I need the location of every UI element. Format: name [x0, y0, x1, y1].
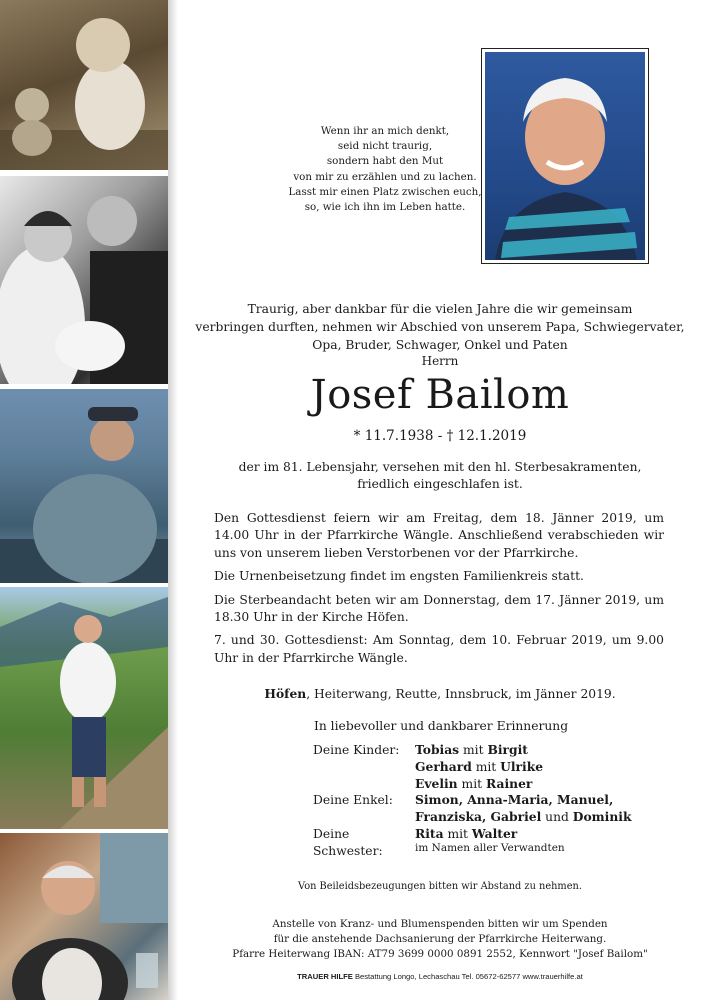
announcement-urn-burial: Die Urnenbeisetzung findet im engsten Familienkreis statt. [214, 569, 584, 584]
child-name: Evelin [415, 775, 458, 791]
poem-line: sondern habt den Mut [326, 155, 444, 168]
age-line: der im 81. Lebensjahr, versehen mit den hl. Sterbesakramenten, [238, 460, 642, 474]
grandchildren-label: Deine Enkel: [313, 793, 393, 808]
intro-text [190, 300, 690, 354]
salutation: Herrn [421, 354, 459, 368]
condolence-note: Von Beileidsbezeugungen bitten wir Abstand zu nehmen. [298, 881, 582, 892]
und-text: und [541, 810, 573, 825]
empty-label [313, 809, 415, 826]
child-couple [415, 759, 543, 776]
family-row-children [313, 742, 631, 759]
poem-line: Lasst mir einen Platz zwischen euch, [288, 185, 482, 198]
poem [250, 124, 520, 215]
sister-label: Deine Schwester: [313, 826, 383, 858]
partner-name: Ulrike [500, 758, 544, 774]
partner-name: Birgit [487, 742, 528, 757]
donation-note [190, 917, 690, 962]
photo-elderly-man-with-glass [0, 833, 168, 1000]
grandchildren-names: Simon, Anna-Maria, Manuel, [415, 792, 614, 808]
poem-line: seid nicht traurig, [337, 140, 433, 153]
place-date-line [190, 686, 690, 701]
deceased-name: Josef Bailom [310, 372, 570, 418]
photo-child-with-teddy [0, 0, 168, 170]
intro-line: Traurig, aber dankbar für die vielen Jahre die wir gemeinsam [247, 302, 633, 316]
age-line: friedlich eingeschlafen ist. [357, 477, 523, 491]
strip-shadow [168, 0, 178, 1000]
grandchildren-names: Franziska, Gabriel [415, 809, 542, 825]
child-name: Gerhard [415, 758, 472, 774]
service-announcements [214, 510, 664, 673]
partner-name: Walter [471, 825, 518, 841]
footer-text: Bestattung Longo, Lechaschau Tel. 05672-62577 www.trauerhilfe.at [352, 972, 583, 981]
poem-line: so, wie ich ihn im Leben hatte. [304, 201, 466, 214]
poem-line: Wenn ihr an mich denkt, [320, 125, 450, 137]
intro-line: Opa, Bruder, Schwager, Onkel und Paten [312, 338, 568, 352]
photo-man-in-uniform [0, 389, 168, 583]
mit-text: mit [443, 826, 472, 841]
donation-line: Pfarre Heiterwang IBAN: AT79 3699 0000 0891 2552, Kennwort "Josef Bailom" [232, 948, 648, 960]
place-town: Höfen [264, 686, 307, 701]
grandchild-name: Dominik [572, 809, 632, 825]
memory-line: In liebevoller und dankbarer Erinnerung [314, 719, 569, 733]
mit-text: mit [457, 776, 486, 791]
family-row-grandchildren [313, 809, 631, 826]
announcement-memorial-mass: 7. und 30. Gottesdienst: Am Sonntag, dem 10. Februar 2019, um 9.00 Uhr in der Pfarrkirche Wängle. [214, 633, 664, 665]
donation-line: Anstelle von Kranz- und Blumenspenden bitten wir um Spenden [272, 918, 608, 930]
place-rest: , Heiterwang, Reutte, Innsbruck, im Jänner 2019. [306, 687, 616, 701]
mit-text: mit [471, 759, 501, 774]
funeral-home-footer [190, 972, 690, 981]
child-name: Tobias [415, 742, 460, 757]
child-couple [415, 742, 528, 759]
family-row-children [313, 776, 631, 793]
donation-line: für die anstehende Dachsanierung der Pfarrkirche Heiterwang. [273, 933, 607, 945]
partner-name: Rainer [485, 775, 533, 791]
behalf-line: im Namen aller Verwandten [415, 842, 565, 854]
family-row-grandchildren [313, 792, 631, 809]
footer-brand: TRAUER HILFE [297, 972, 353, 981]
sister-name: Rita [415, 825, 444, 841]
empty-label [313, 776, 415, 793]
life-dates: * 11.7.1938 - † 12.1.2019 [353, 428, 527, 444]
age-text [190, 459, 690, 493]
announcement-prayer-service: Die Sterbeandacht beten wir am Donnerstag, dem 17. Jänner 2019, um 18.30 Uhr in der Kirche Höfen. [214, 592, 664, 625]
photo-wedding [0, 176, 168, 384]
grandchildren-names-2 [415, 809, 631, 826]
child-couple [415, 776, 532, 793]
empty-label [313, 759, 415, 776]
intro-line: verbringen durften, nehmen wir Abschied von unserem Papa, Schwiegervater, [195, 320, 685, 334]
announcement-funeral-service: Den Gottesdienst feiern wir am Freitag, dem 18. Jänner 2019, um 14.00 Uhr in der Pfarrkirche Wängle. Anschließend verabschieden wir uns von unserem lieben Verstorbenen vor der Pfarrkirche. [214, 511, 664, 560]
photo-strip [0, 0, 168, 1000]
family-row-children [313, 759, 631, 776]
poem-line: von mir zu erzählen und zu lachen. [293, 170, 477, 183]
children-label: Deine Kinder: [313, 743, 400, 757]
mit-text: mit [459, 743, 488, 757]
photo-hiking [0, 587, 168, 829]
